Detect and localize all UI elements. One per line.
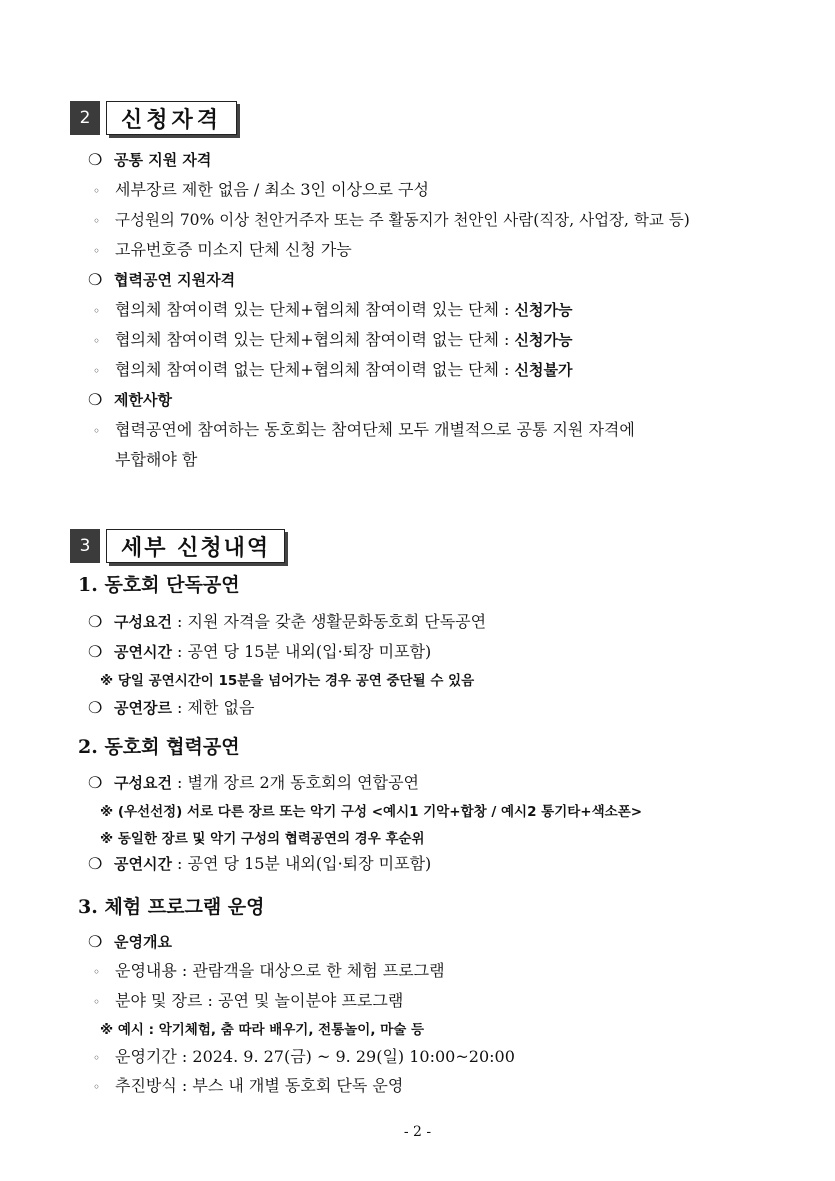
bullet-icon: ◦ — [93, 184, 101, 198]
circle-bullet-icon: ❍ — [88, 270, 103, 289]
note: ※ (우선선정) 서로 다른 장르 또는 악기 구성 <예시1 기악+합창 / 예시2 통기타+색소폰> — [100, 804, 643, 820]
list-item: ❍ 구성요건 : 지원 자격을 갖춘 생활문화동호회 단독공연 — [88, 612, 487, 631]
list-item: ❍ 공연장르 : 제한 없음 — [88, 698, 255, 717]
note: ※ 예시 : 악기체험, 춤 따라 배우기, 전통놀이, 마술 등 — [100, 1022, 424, 1038]
bullet-icon: ◦ — [93, 364, 101, 378]
section-title: 신청자격 — [106, 101, 237, 135]
list-item: ◦ 운영내용 : 관람객을 대상으로 한 체험 프로그램 — [93, 961, 445, 980]
section-2-header — [70, 101, 237, 135]
bullet-icon: ◦ — [93, 244, 101, 258]
list-item: ◦ 세부장르 제한 없음 / 최소 3인 이상으로 구성 — [93, 180, 429, 199]
common-heading: ❍ 공통 지원 자격 — [88, 150, 212, 169]
subsection-heading: 1. 동호회 단독공연 — [78, 574, 240, 596]
restrict-heading: ❍ 제한사항 — [88, 390, 172, 409]
circle-bullet-icon: ❍ — [88, 773, 103, 792]
section-title: 세부 신청내역 — [106, 529, 285, 563]
bullet-icon: ◦ — [93, 1080, 101, 1094]
list-item: ◦ 운영기간 : 2024. 9. 27(금) ~ 9. 29(일) 10:00~20:00 — [93, 1047, 515, 1066]
list-item: ◦ 고유번호증 미소지 단체 신청 가능 — [93, 240, 352, 259]
bullet-icon: ◦ — [93, 1051, 101, 1065]
list-item: ◦ 추진방식 : 부스 내 개별 동호회 단독 운영 — [93, 1076, 404, 1095]
section-number: 2 — [70, 101, 100, 135]
circle-bullet-icon: ❍ — [88, 642, 103, 661]
note: ※ 당일 공연시간이 15분을 넘어가는 경우 공연 중단될 수 있음 — [100, 673, 475, 689]
bullet-icon: ◦ — [93, 304, 101, 318]
overview-heading: ❍ 운영개요 — [88, 932, 172, 951]
list-item: ◦ 협의체 참여이력 없는 단체+협의체 참여이력 없는 단체 : 신청불가 — [93, 360, 573, 379]
circle-bullet-icon: ❍ — [88, 698, 103, 717]
circle-bullet-icon: ❍ — [88, 612, 103, 631]
bullet-icon: ◦ — [93, 995, 101, 1009]
list-item: ◦ 협의체 참여이력 있는 단체+협의체 참여이력 있는 단체 : 신청가능 — [93, 300, 573, 319]
circle-bullet-icon: ❍ — [88, 932, 103, 951]
circle-bullet-icon: ❍ — [88, 854, 103, 873]
bullet-icon: ◦ — [93, 334, 101, 348]
circle-bullet-icon: ❍ — [88, 150, 103, 169]
list-item: ❍ 공연시간 : 공연 당 15분 내외(입·퇴장 미포함) — [88, 642, 432, 661]
collab-heading: ❍ 협력공연 지원자격 — [88, 270, 236, 289]
section-number: 3 — [70, 529, 100, 563]
page-number: - 2 - — [403, 1124, 432, 1140]
bullet-icon: ◦ — [93, 214, 101, 228]
bullet-icon: ◦ — [93, 424, 101, 438]
list-item: ❍ 공연시간 : 공연 당 15분 내외(입·퇴장 미포함) — [88, 854, 432, 873]
section-3-header — [70, 529, 285, 563]
note: ※ 동일한 장르 및 악기 구성의 협력공연의 경우 후순위 — [100, 831, 425, 847]
bullet-icon: ◦ — [93, 965, 101, 979]
list-item: ◦ 분야 및 장르 : 공연 및 놀이분야 프로그램 — [93, 991, 404, 1010]
list-item: ◦ 구성원의 70% 이상 천안거주자 또는 주 활동지가 천안인 사람(직장, 사업장, 학교 등) — [93, 211, 690, 229]
list-item: ◦ 협의체 참여이력 있는 단체+협의체 참여이력 없는 단체 : 신청가능 — [93, 330, 573, 349]
list-item: ◦ 협력공연에 참여하는 동호회는 참여단체 모두 개별적으로 공통 지원 자격에 — [93, 420, 635, 439]
circle-bullet-icon: ❍ — [88, 390, 103, 409]
list-item: ❍ 구성요건 : 별개 장르 2개 동호회의 연합공연 — [88, 773, 419, 792]
list-item-continuation: 부합해야 함 — [115, 450, 198, 469]
subsection-heading: 3. 체험 프로그램 운영 — [78, 896, 265, 918]
subsection-heading: 2. 동호회 협력공연 — [78, 736, 240, 758]
